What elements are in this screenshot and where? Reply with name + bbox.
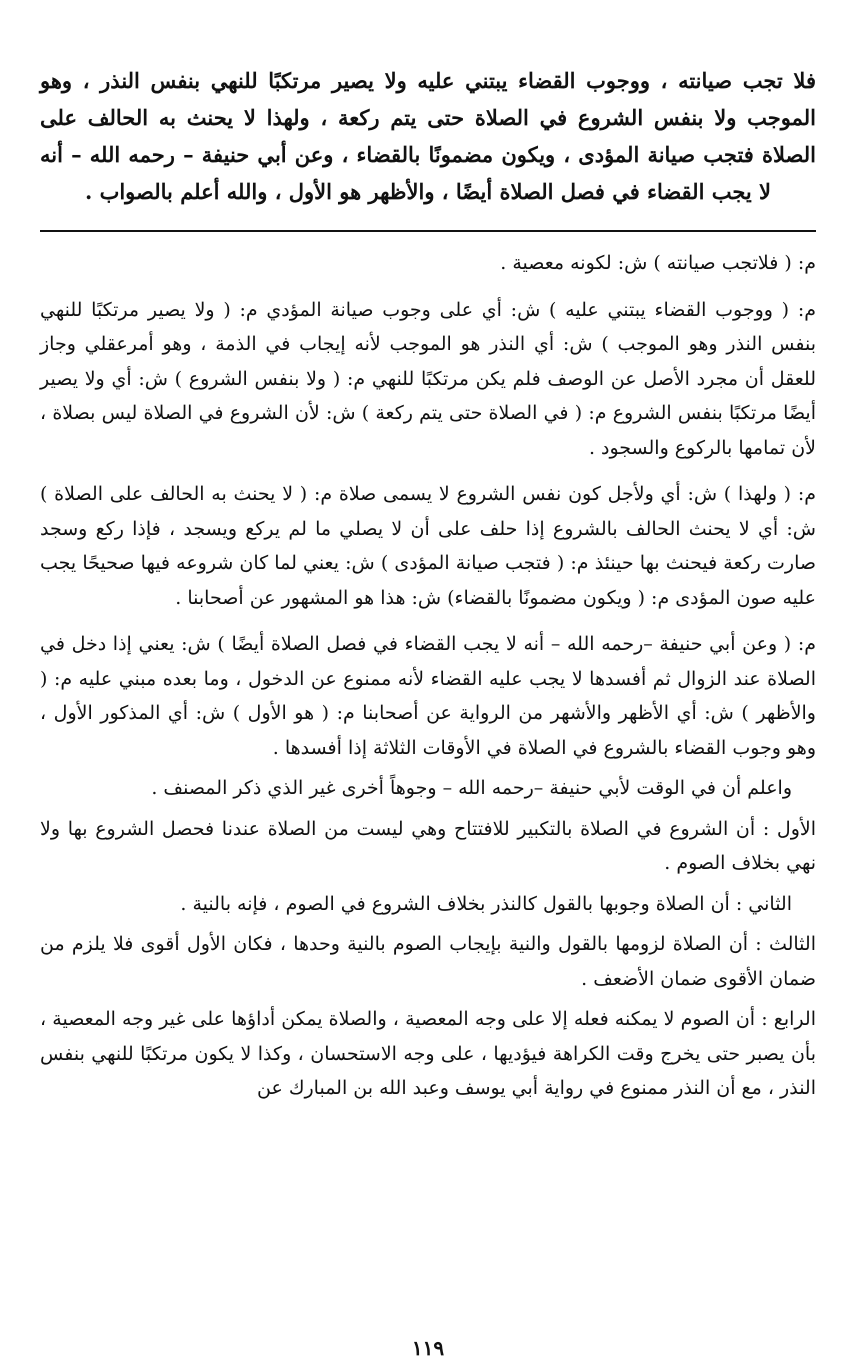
page-number: ١١٩ — [411, 1336, 445, 1360]
commentary-paragraph: م: ( فلاتجب صيانته ) ش: لكونه معصية . — [500, 252, 816, 274]
commentary-paragraph: الثالث : أن الصلاة لزومها بالقول والنية بإيجاب الصوم بالنية وحدها ، فكان الأول أقوى فلا يلزم من ضمان الأقوى ضمان الأضعف . — [40, 933, 816, 990]
commentary-paragraph: م: ( ووجوب القضاء يبتني عليه ) ش: أي على وجوب صيانة المؤدي م: ( ولا يصير مرتكبًا للنهي بنفس النذر وهو الموجب ) ش: أي النذر هو الموجب لأنه إيجاب في الذمة ، وهو أمرعقلي وجاز للعقل أن مجرد الأصل عن الوصف فلم يكن مرتكبًا للنهي م: ( ولا بنفس الشروع ) ش: أي ولا يصير أيضًا مرتكبًا بنفس الشروع م: ( في الصلاة حتى يتم ركعة ) ش: لأن الشروع في الصلاة ليس بصلاة ، لأن تمامها بالركوع والسجود . — [40, 298, 816, 459]
commentary-paragraph: م: ( ولهذا ) ش: أي ولأجل كون نفس الشروع لا يسمى صلاة م: ( لا يحنث به الحالف على الصلاة ) ش: أي لا يحنث الحالف بالشروع إذا حلف على أن لا يصلي ما لم يركع ويسجد ، فإذا ركع وسجد صارت ركعة فيحنث بها حينئذ م: ( فتجب صيانة المؤدى ) ش: يعني لما كان شروعه فيها صحيحًا يجب عليه صون المؤدى م: ( ويكون مضمونًا بالقضاء) ش: هذا هو المشهور عن أصحابنا . — [40, 483, 816, 609]
main-text: فلا تجب صيانته ، ووجوب القضاء يبتني عليه ولا يصير مرتكبًا للنهي بنفس النذر ، وهو الموجب ولا بنفس الشروع في الصلاة حتى يتم ركعة ، ولهذا لا يحنث به الحالف على الصلاة فتجب صيانة المؤدى ، ويكون مضمونًا بالقضاء ، وعن أبي حنيفة – رحمه الله – أنه لا يجب القضاء في فصل الصلاة أيضًا ، والأظهر هو الأول ، والله أعلم بالصواب . — [40, 68, 816, 204]
commentary-paragraph: الرابع : أن الصوم لا يمكنه فعله إلا على وجه المعصية ، والصلاة يمكن أداؤها على غير وجه المعصية ، بأن يصبر حتى يخرج وقت الكراهة فيؤديها ، على وجه الاستحسان ، وكذا لا يكون مرتكبًا للنهي بنفس النذر ، مع أن النذر ممنوع في رواية أبي يوسف وعبد الله بن المبارك عن — [40, 1008, 816, 1099]
commentary-paragraph: الثاني : أن الصلاة وجوبها بالقول كالنذر بخلاف الشروع في الصوم ، فإنه بالنية . — [180, 892, 792, 915]
commentary-paragraph: الأول : أن الشروع في الصلاة بالتكبير للافتتاح وهي ليست من الصلاة عندنا فحصل الشروع بها ولا نهي بخلاف الصوم . — [40, 817, 816, 874]
commentary-paragraph: م: ( وعن أبي حنيفة –رحمه الله – أنه لا يجب القضاء في فصل الصلاة أيضًا ) ش: يعني إذا دخل في الصلاة عند الزوال ثم أفسدها لا يجب عليه القضاء لأنه ممنوع عن الدخول ، وما بعده مبني عليه م: ( والأظهر ) ش: أي الأظهر والأشهر من الرواية عن أصحابنا م: ( هو الأول ) ش: أي المذكور الأول ، وهو وجوب القضاء بالشروع في الصلاة في الأوقات الثلاثة إذا أفسدها . — [40, 633, 816, 759]
commentary-block — [40, 246, 816, 1106]
separator-line — [40, 230, 816, 232]
main-text-block — [40, 62, 816, 210]
commentary-paragraph: واعلم أن في الوقت لأبي حنيفة –رحمه الله – وجوهاً أخرى غير الذي ذكر المصنف . — [151, 777, 792, 799]
